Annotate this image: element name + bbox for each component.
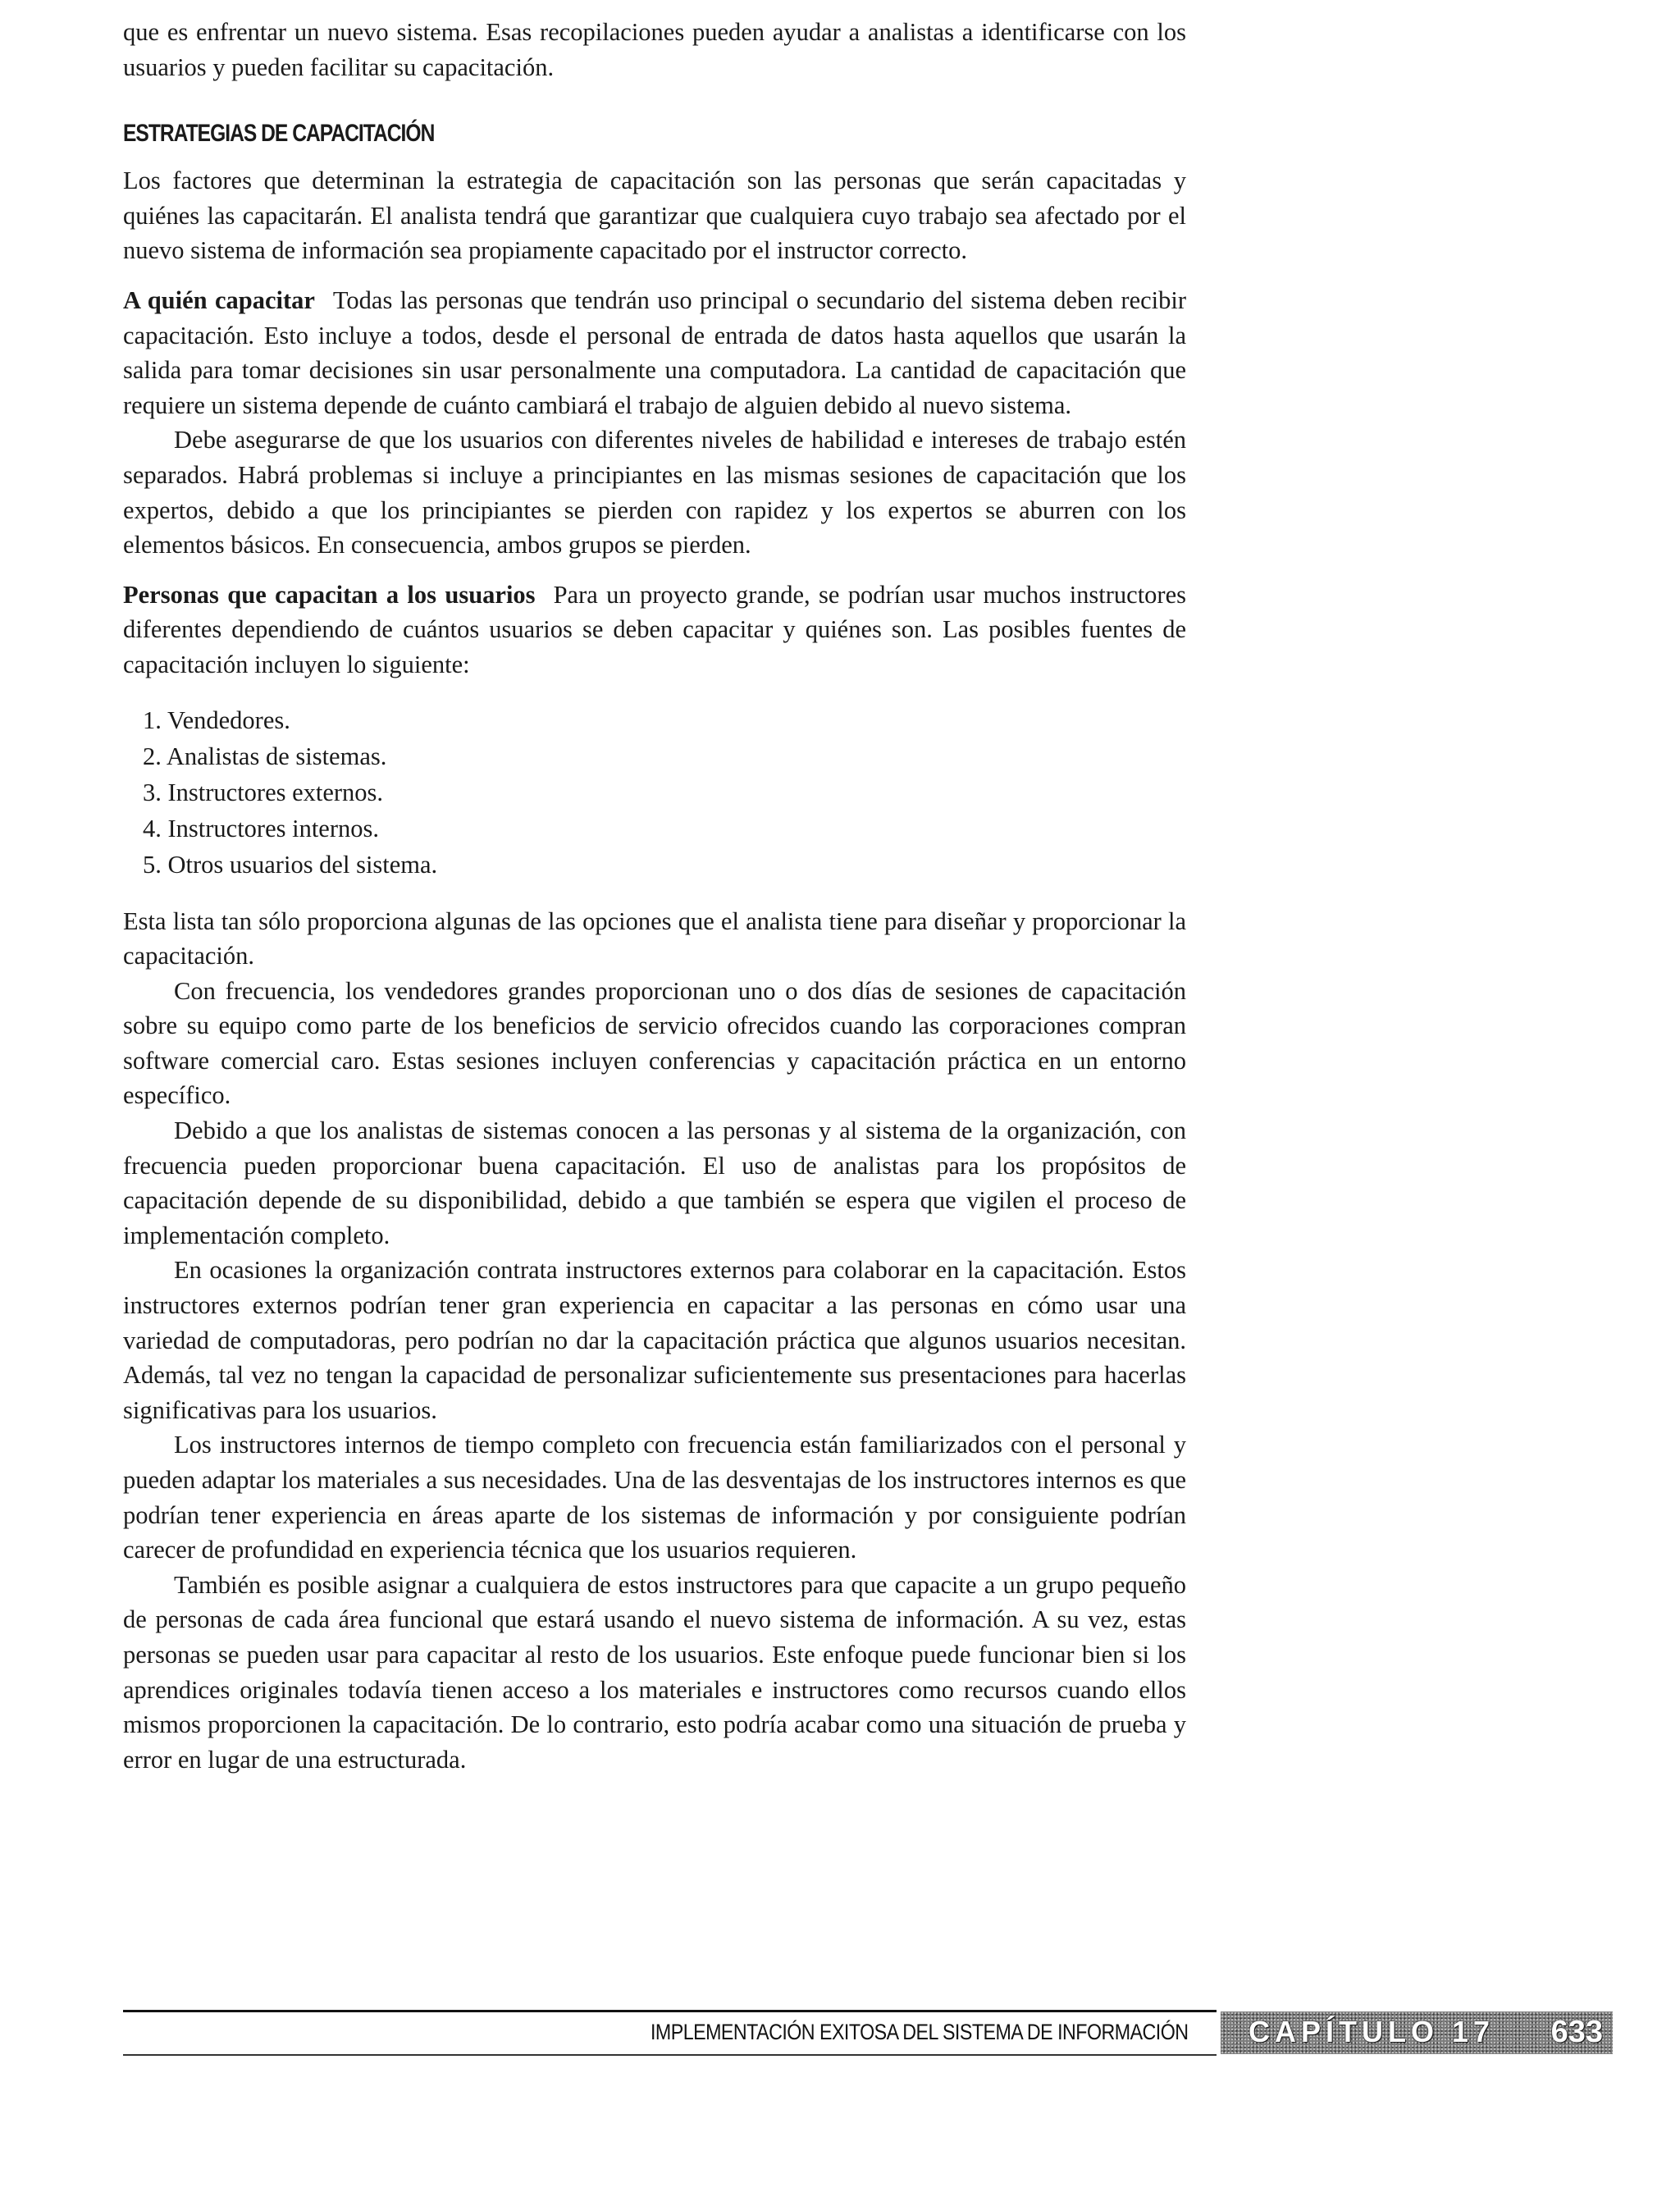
footer-divider (123, 2010, 1217, 2012)
paragraph-list-note: Esta lista tan sólo proporciona algunas de las opciones que el analista tiene para diseñar y proporcionar la capacitación. (123, 906, 1186, 970)
page-body (123, 15, 1186, 1777)
list-item: 1. Vendedores. (143, 705, 290, 734)
training-sources-list (123, 702, 1186, 883)
running-footer-title: IMPLEMENTACIÓN EXITOSA DEL SISTEMA DE INFORMACIÓN (651, 2020, 1189, 2044)
runin-heading-who-to-train: A quién capacitar (123, 285, 315, 314)
page-number: 633 (1550, 2015, 1603, 2049)
chapter-label: CAPÍTULO 17 (1249, 2015, 1495, 2048)
section-heading: ESTRATEGIAS DE CAPACITACIÓN (123, 120, 435, 148)
footer-divider-bottom (123, 2054, 1217, 2056)
paragraph-text: Todas las personas que tendrán uso principal o secundario del sistema deben recibir capacitación. Esto incluye a todos, desde el personal de entrada de datos hasta aquellos que usarán la salida para tomar decisiones sin usar personalmente una computadora. La cantidad de capacitación que requiere un sistema depende de cuánto cambiará el trabajo de alguien debido al nuevo sistema. (123, 285, 1187, 419)
paragraph-skill-levels: Debe asegurarse de que los usuarios con diferentes niveles de habilidad e intereses de trabajo estén separados. Habrá problemas si incluye a principiantes en las mismas sesiones de capacitación que los expertos, debido a que los principiantes se pierden con rapidez y los expertos se aburren con los elementos básicos. En consecuencia, ambos grupos se pierden. (123, 426, 1186, 559)
paragraph-text: Para un proyecto grande, se podrían usar muchos instructores diferentes dependiendo de cuántos usuarios se deben capacitar y quiénes son. Las posibles fuentes de capacitación incluyen lo siguiente: (123, 580, 1186, 678)
chapter-tab (1221, 2011, 1613, 2054)
paragraph-who-to-train (123, 283, 1186, 422)
paragraph-intro: Los factores que determinan la estrategia de capacitación son las personas que serán capacitadas y quiénes las capacitarán. El analista tendrá que garantizar que cualquiera cuyo trabajo sea afectado por el nuevo sistema de información sea propiamente capacitado por el instructor correcto. (123, 167, 1186, 265)
list-item: 3. Instructores externos. (143, 778, 384, 806)
paragraph-trainers (123, 578, 1186, 683)
paragraph-internal-trainers: Los instructores internos de tiempo completo con frecuencia están familiarizados con el personal y pueden adaptar los materiales a sus necesidades. Una de las desventajas de los instructores internos es que podrían tener experiencia en áreas aparte de los sistemas de información y por consiguiente podrían carecer de profundidad en experiencia técnica que los usuarios requieren. (123, 1431, 1186, 1564)
paragraph-vendors: Con frecuencia, los vendedores grandes proporcionan uno o dos días de sesiones de capacitación sobre su equipo como parte de los beneficios de servicio ofrecidos cuando las corporaciones compran software comercial caro. Estas sesiones incluyen conferencias y capacitación práctica en un entorno específico. (123, 976, 1186, 1110)
list-item: 4. Instructores internos. (143, 814, 379, 842)
paragraph-other-users: También es posible asignar a cualquiera de estos instructores para que capacite a un grupo pequeño de personas de cada área funcional que estará usando el nuevo sistema de información. A su vez, estas personas se pueden usar para capacitar al resto de los usuarios. Este enfoque puede funcionar bien si los aprendices originales todavía tienen acceso a los materiales e instructores como recursos cuando ellos mismos proporcionen la capacitación. De lo contrario, esto podría acabar como una situación de prueba y error en lugar de una estructurada. (123, 1570, 1186, 1774)
runin-heading-trainers: Personas que capacitan a los usuarios (123, 580, 536, 609)
paragraph-external-trainers: En ocasiones la organización contrata instructores externos para colaborar en la capacitación. Estos instructores externos podrían tener gran experiencia en capacitar a las personas en cómo usar una variedad de computadoras, pero podrían no dar la capacitación práctica que algunos usuarios necesitan. Además, tal vez no tengan la capacidad de personalizar suficientemente sus presentaciones para hacerlas significativas para los usuarios. (123, 1256, 1186, 1424)
list-item: 5. Otros usuarios del sistema. (143, 850, 438, 879)
list-item: 2. Analistas de sistemas. (143, 742, 387, 770)
paragraph-continued: que es enfrentar un nuevo sistema. Esas recopilaciones pueden ayudar a analistas a identificarse con los usuarios y pueden facilitar su capacitación. (123, 18, 1186, 81)
paragraph-analysts: Debido a que los analistas de sistemas conocen a las personas y al sistema de la organización, con frecuencia pueden proporcionar buena capacitación. El uso de analistas para los propósitos de capacitación depende de su disponibilidad, debido a que también se espera que vigilen el proceso de implementación completo. (123, 1116, 1186, 1249)
